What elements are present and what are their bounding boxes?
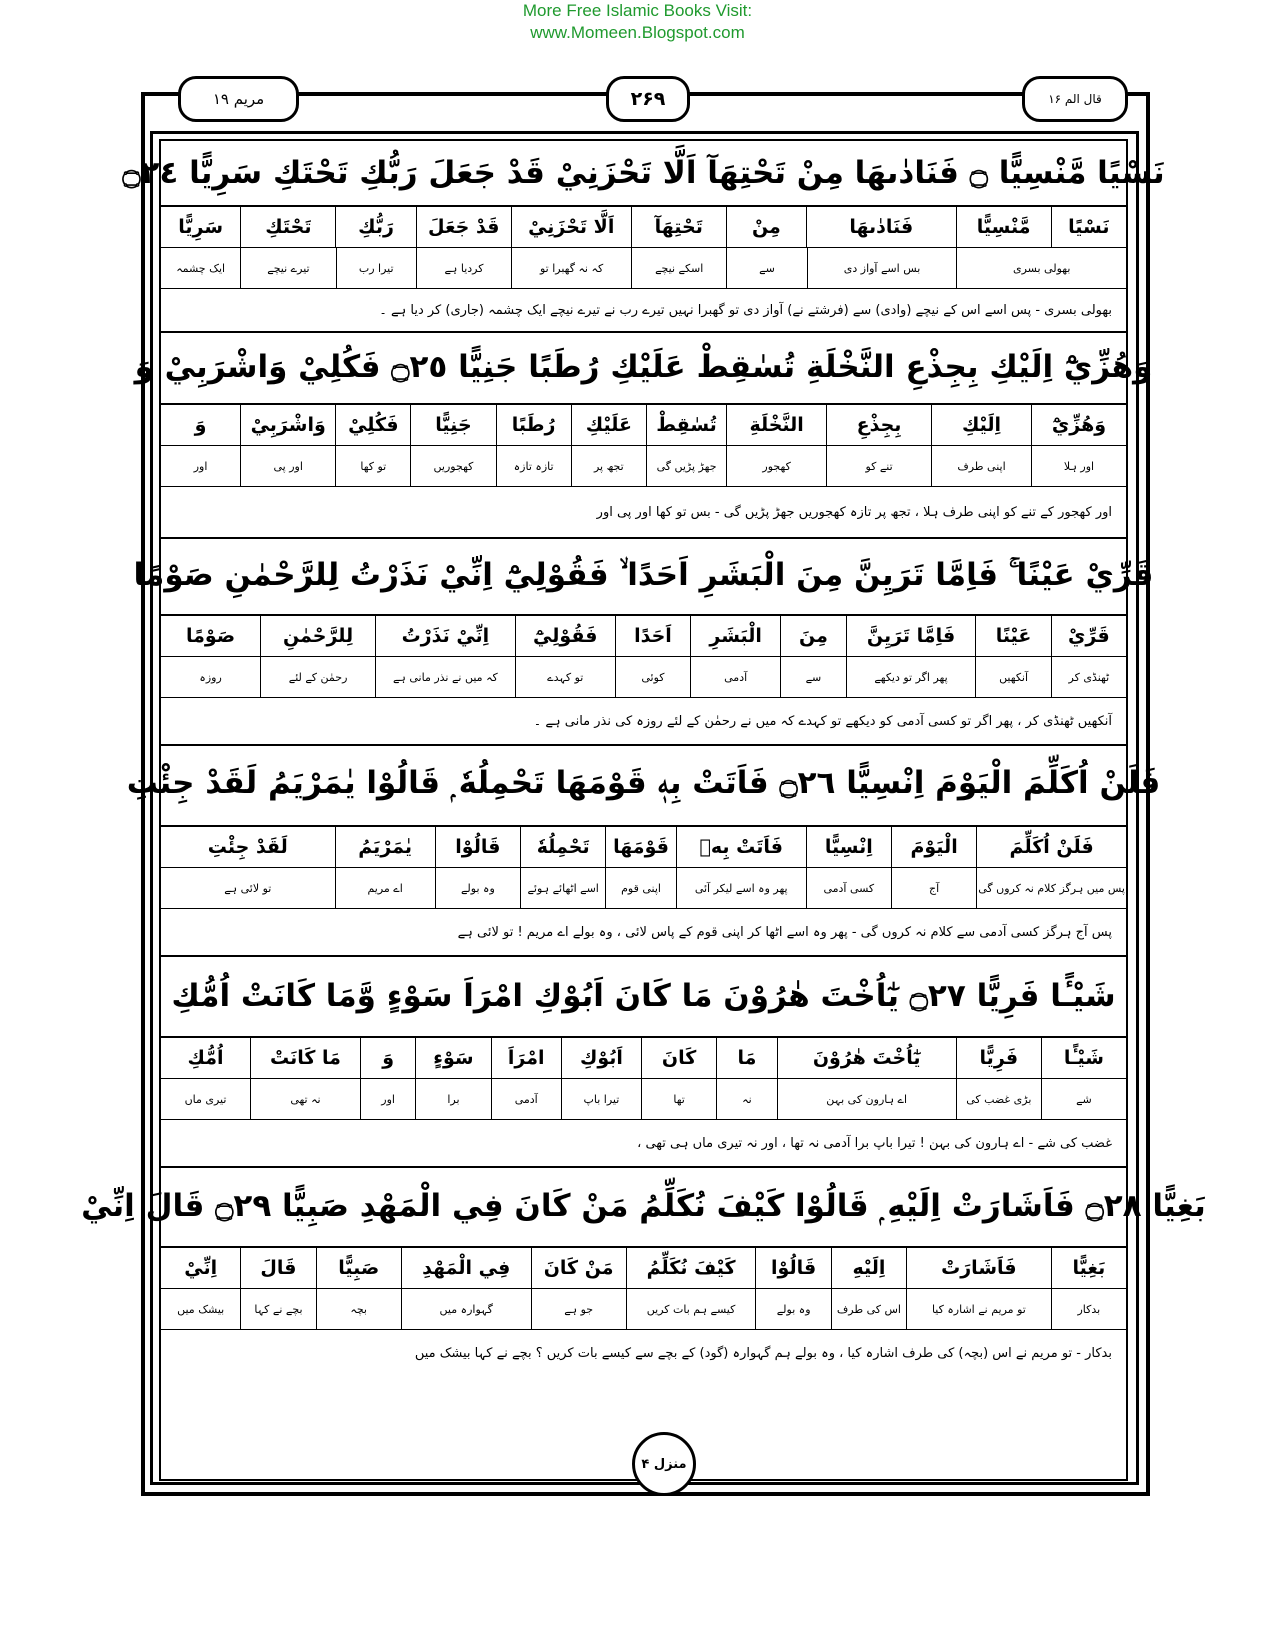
word-cell: تُسٰقِطْ: [646, 405, 726, 445]
arabic-verse-line: وَهُزِّيْٓ اِلَيْكِ بِجِذْعِ النَّخْلَةِ تُسٰقِطْ عَلَيْكِ رُطَبًا جَنِيًّا ۝٢٥ فَكُلِيْ وَاشْرَبِيْ وَ: [161, 331, 1126, 405]
meaning-cell: نہ: [716, 1079, 776, 1119]
meaning-cell: اے ہارون کی بہن: [777, 1079, 956, 1119]
word-cell: اَلَّا تَحْزَنِيْ: [511, 207, 631, 247]
meaning-cell: بدکار: [1051, 1289, 1126, 1329]
verse-block: [134, 331, 1153, 539]
word-cell: تَحْتَكِ: [240, 207, 335, 247]
meaning-cell: بڑی غضب کی: [956, 1079, 1041, 1119]
translation-line: غضب کی شے - اے ہارون کی بہن ! تیرا باپ برا آدمی نہ تھا ، اور نہ تیری ماں ہی تھی ،: [161, 1120, 1126, 1168]
translation-line: آنکھیں ٹھنڈی کر ، پھر اگر تو کسی آدمی کو دیکھے تو کہدے کہ میں نے رحمٰن کے لئے روزہ کی نذر مانی ہے ۔: [161, 698, 1126, 746]
translation-line: اور کھجور کے تنے کو اپنی طرف ہلا ، تجھ پر تازہ کھجوریں جھڑ پڑیں گی - بس تو کھا اور پی اور: [161, 487, 1126, 539]
meaning-cell: کسی آدمی: [806, 868, 891, 908]
meaning-cell: ایک چشمہ: [176, 261, 226, 275]
meaning-cell: وہ بولے: [755, 1289, 830, 1329]
word-cell: بَغِيًّا: [1051, 1248, 1126, 1288]
word-cell: رُطَبًا: [496, 405, 571, 445]
meaning-cell: اے مریم: [335, 868, 435, 908]
promo-line-1: More Free Islamic Books Visit:: [522, 1, 753, 20]
meaning-cell: بھولی بسری: [956, 248, 1126, 288]
word-row: [161, 207, 1126, 248]
arabic-verse-line: نَسْيًا مَّنْسِيًّا ۝ فَنَادٰىهَا مِنْ تَحْتِهَآ اَلَّا تَحْزَنِيْ قَدْ جَعَلَ رَبُّكِ تَحْتَكِ سَرِيًّا ۝٢٤: [161, 141, 1126, 207]
meaning-cell: کہ میں نے نذر مانی ہے: [375, 657, 515, 697]
verse-block: [81, 1166, 1206, 1376]
page-content: [81, 139, 1206, 1481]
meaning-cell: اپنی طرف: [931, 446, 1031, 486]
word-cell: وَ: [360, 1038, 415, 1078]
meaning-cell: وہ بولے: [435, 868, 520, 908]
word-cell: سَرِيًّا: [178, 216, 224, 238]
word-cell: قَرِّيْ: [1051, 616, 1126, 656]
word-cell: صَوْمًا: [185, 625, 236, 647]
meaning-cell: تجھ پر: [571, 446, 646, 486]
meaning-row: [161, 1289, 1126, 1330]
meaning-cell: اور: [193, 459, 208, 473]
word-row: [161, 827, 1126, 868]
verse-block: [161, 956, 1126, 1168]
meaning-cell: پس میں ہرگز کلام نہ کروں گی: [976, 868, 1126, 908]
word-cell: فَكُلِيْ: [335, 405, 410, 445]
word-cell: فَاَتَتْ بِهٖ: [676, 827, 806, 867]
word-row: [161, 1038, 1126, 1079]
meaning-cell: پھر اگر تو دیکھے: [846, 657, 976, 697]
meaning-cell: کہ نہ گھبرا تو: [511, 248, 631, 288]
meaning-cell: بچے نے کہا: [240, 1289, 315, 1329]
meaning-cell: تیرے نیچے: [240, 248, 335, 288]
translation-line: بدکار - تو مریم نے اس (بچہ) کی طرف اشارہ کیا ، وہ بولے ہم گہوارہ (گود) کے بچے سے کیسے بات کریں ؟ بچے نے کہا بیشک میں: [414, 1345, 1112, 1361]
meaning-cell: جھڑ پڑیں گی: [646, 446, 726, 486]
meaning-cell: اسے اٹھائے ہوئے: [520, 868, 605, 908]
word-cell: تَحْتِهَآ: [631, 207, 726, 247]
word-row: [161, 405, 1126, 446]
word-cell: كَانَ: [641, 1038, 716, 1078]
arabic-verse-line: بَغِيًّا ۝٢٨ فَاَشَارَتْ اِلَيْهِ ۭ قَالُوْا كَيْفَ نُكَلِّمُ مَنْ كَانَ فِي الْمَهْدِ صَبِيًّا ۝٢٩ قَالَ اِنِّيْ: [161, 1166, 1126, 1248]
word-cell: مَنْ كَانَ: [531, 1248, 626, 1288]
meaning-cell: اپنی قوم: [605, 868, 675, 908]
word-cell: قَالَ: [240, 1248, 315, 1288]
word-cell: عَيْنًا: [975, 616, 1050, 656]
word-cell: تَحْمِلُهٗ: [520, 827, 605, 867]
word-cell: مِنْ: [726, 207, 806, 247]
meaning-cell: تو لائی ہے: [224, 881, 272, 895]
word-cell: الْبَشَرِ: [690, 616, 780, 656]
verse-block: [133, 536, 1154, 746]
word-cell: مِنَ: [780, 616, 845, 656]
word-cell: رَبُّكِ: [335, 207, 415, 247]
surah-name-label: مریم ۱۹: [178, 76, 299, 122]
word-cell: اَبُوْكِ: [561, 1038, 641, 1078]
meaning-cell: تازہ تازہ: [496, 446, 571, 486]
meaning-cell: پھر وہ اسے لیکر آئی: [676, 868, 806, 908]
meaning-cell: کوئی: [615, 657, 690, 697]
meaning-cell: کردیا ہے: [416, 248, 511, 288]
meaning-cell: اور: [360, 1079, 415, 1119]
word-cell: اَحَدًا: [615, 616, 690, 656]
word-cell: فِي الْمَهْدِ: [401, 1248, 531, 1288]
word-cell: مَّنْسِيًّا: [956, 207, 1051, 247]
word-cell: نَسْيًا: [1051, 207, 1126, 247]
arabic-verse-line: فَلَنْ اُكَلِّمَ الْيَوْمَ اِنْسِيًّا ۝٢٦ فَاَتَتْ بِهٖ قَوْمَهَا تَحْمِلُهٗ ۭ قَالُوْا يٰمَرْيَمُ لَقَدْ جِئْتِ: [161, 741, 1126, 827]
word-cell: الْيَوْمَ: [891, 827, 976, 867]
verse-block: [126, 741, 1161, 957]
word-cell: سَوْءٍ: [415, 1038, 490, 1078]
word-cell: كَيْفَ نُكَلِّمُ: [626, 1248, 756, 1288]
arabic-verse-line: قَرِّيْ عَيْنًا ۚ فَاِمَّا تَرَيِنَّ مِنَ الْبَشَرِ اَحَدًا ۙ فَقُوْلِيْٓ اِنِّيْ نَذَرْتُ لِلرَّحْمٰنِ صَوْمًا: [161, 536, 1126, 616]
promo-link[interactable]: www.Momeen.Blogspot.com: [530, 23, 745, 42]
meaning-cell: اور ہلا: [1031, 446, 1126, 486]
meaning-cell: آدمی: [491, 1079, 561, 1119]
meaning-cell: اور پی: [240, 446, 335, 486]
word-cell: اِلَيْكِ: [931, 405, 1031, 445]
meaning-cell: بس اسے آواز دی: [807, 248, 957, 288]
meaning-cell: اسکے نیچے: [631, 248, 726, 288]
word-cell: اِنْسِيًّا: [806, 827, 891, 867]
meaning-cell: برا: [415, 1079, 490, 1119]
meaning-cell: آج: [891, 868, 976, 908]
juz-name-label: قال الم ۱۶: [1022, 76, 1128, 122]
meaning-cell: تو مریم نے اشارہ کیا: [906, 1289, 1051, 1329]
meaning-cell: تنے کو: [826, 446, 931, 486]
meaning-cell: سے: [726, 248, 806, 288]
verse-block: [122, 141, 1165, 333]
word-cell: قَوْمَهَا: [605, 827, 675, 867]
word-cell: فَقُوْلِيْٓ: [515, 616, 615, 656]
word-cell: فَرِيًّا: [956, 1038, 1041, 1078]
word-cell: وَاشْرَبِيْ: [240, 405, 335, 445]
meaning-cell: آنکھیں: [975, 657, 1050, 697]
word-cell: عَلَيْكِ: [571, 405, 646, 445]
meaning-cell: اس کی طرف: [831, 1289, 906, 1329]
word-cell: قَدْ جَعَلَ: [416, 207, 511, 247]
word-cell: يٰمَرْيَمُ: [335, 827, 435, 867]
word-cell: لَقَدْ جِئْتِ: [207, 836, 288, 858]
word-row: [161, 616, 1126, 657]
meaning-cell: روزہ: [199, 670, 222, 684]
word-cell: يٰٓاُخْتَ هٰرُوْنَ: [777, 1038, 956, 1078]
meaning-cell: کیسے ہم بات کریں: [626, 1289, 756, 1329]
meaning-cell: ٹھنڈی کر: [1051, 657, 1126, 697]
word-cell: اِنِّيْ: [184, 1257, 218, 1279]
word-cell: صَبِيًّا: [316, 1248, 401, 1288]
word-cell: فَلَنْ اُكَلِّمَ: [976, 827, 1126, 867]
word-cell: النَّخْلَةِ: [726, 405, 826, 445]
word-cell: شَيْـًٔا: [1041, 1038, 1126, 1078]
meaning-row: [161, 657, 1126, 698]
meaning-cell: بچہ: [316, 1289, 401, 1329]
meaning-cell: تھا: [641, 1079, 716, 1119]
meaning-cell: تو کہدے: [515, 657, 615, 697]
word-cell: قَالُوْا: [435, 827, 520, 867]
manzil-marker: منزل ۴: [632, 1432, 696, 1496]
word-cell: بِجِذْعِ: [826, 405, 931, 445]
meaning-row: [161, 1079, 1126, 1120]
meaning-row: [161, 868, 1126, 909]
promo-banner: [0, 0, 1275, 44]
meaning-cell: تیری ماں: [184, 1092, 227, 1106]
word-cell: جَنِيًّا: [410, 405, 495, 445]
meaning-cell: آدمی: [690, 657, 780, 697]
word-cell: فَاِمَّا تَرَيِنَّ: [846, 616, 976, 656]
meaning-cell: کھجور: [726, 446, 826, 486]
word-cell: اِلَيْهِ: [831, 1248, 906, 1288]
meaning-cell: نہ تھی: [250, 1079, 360, 1119]
word-cell: قَالُوْا: [755, 1248, 830, 1288]
translation-line: پس آج ہرگز کسی آدمی سے کلام نہ کروں گی - پھر وہ اسے اٹھا کر اپنی قوم کے پاس لائی ، وہ بولے اے مریم ! تو لائی ہے: [161, 909, 1126, 957]
word-cell: امْرَاَ: [491, 1038, 561, 1078]
word-cell: اُمُّكِ: [187, 1047, 224, 1069]
word-cell: مَا كَانَتْ: [250, 1038, 360, 1078]
meaning-cell: تو کھا: [335, 446, 410, 486]
meaning-cell: کھجوریں: [410, 446, 495, 486]
arabic-verse-line: شَيْـًٔا فَرِيًّا ۝٢٧ يٰٓاُخْتَ هٰرُوْنَ مَا كَانَ اَبُوْكِ امْرَاَ سَوْءٍ وَّمَا كَانَتْ اُمُّكِ: [161, 956, 1126, 1038]
meaning-cell: بیشک میں: [177, 1302, 225, 1316]
word-cell: اِنِّيْ نَذَرْتُ: [375, 616, 515, 656]
word-cell: وَهُزِّيْٓ: [1031, 405, 1126, 445]
meaning-cell: گہوارہ میں: [401, 1289, 531, 1329]
meaning-row: [161, 248, 1126, 289]
meaning-row: [161, 446, 1126, 487]
page-number: ۲۶۹: [606, 76, 690, 122]
word-cell: مَا: [716, 1038, 776, 1078]
meaning-cell: تیرا رب: [336, 248, 416, 288]
word-row: [161, 1248, 1126, 1289]
meaning-cell: جو ہے: [531, 1289, 626, 1329]
translation-line: بھولی بسری - پس اسے اس کے نیچے (وادی) سے (فرشتے نے) آواز دی تو گھبرا نہیں تیرے رب نے تیرے نیچے ایک چشمہ (جاری) کر دیا ہے ۔: [161, 289, 1126, 333]
word-cell: وَ: [194, 414, 207, 436]
meaning-cell: سے: [780, 657, 845, 697]
meaning-cell: شے: [1041, 1079, 1126, 1119]
meaning-cell: رحمٰن کے لئے: [260, 657, 375, 697]
word-cell: فَاَشَارَتْ: [906, 1248, 1051, 1288]
word-cell: لِلرَّحْمٰنِ: [260, 616, 375, 656]
word-cell: فَنَادٰىهَا: [806, 207, 956, 247]
meaning-cell: تیرا باپ: [561, 1079, 641, 1119]
